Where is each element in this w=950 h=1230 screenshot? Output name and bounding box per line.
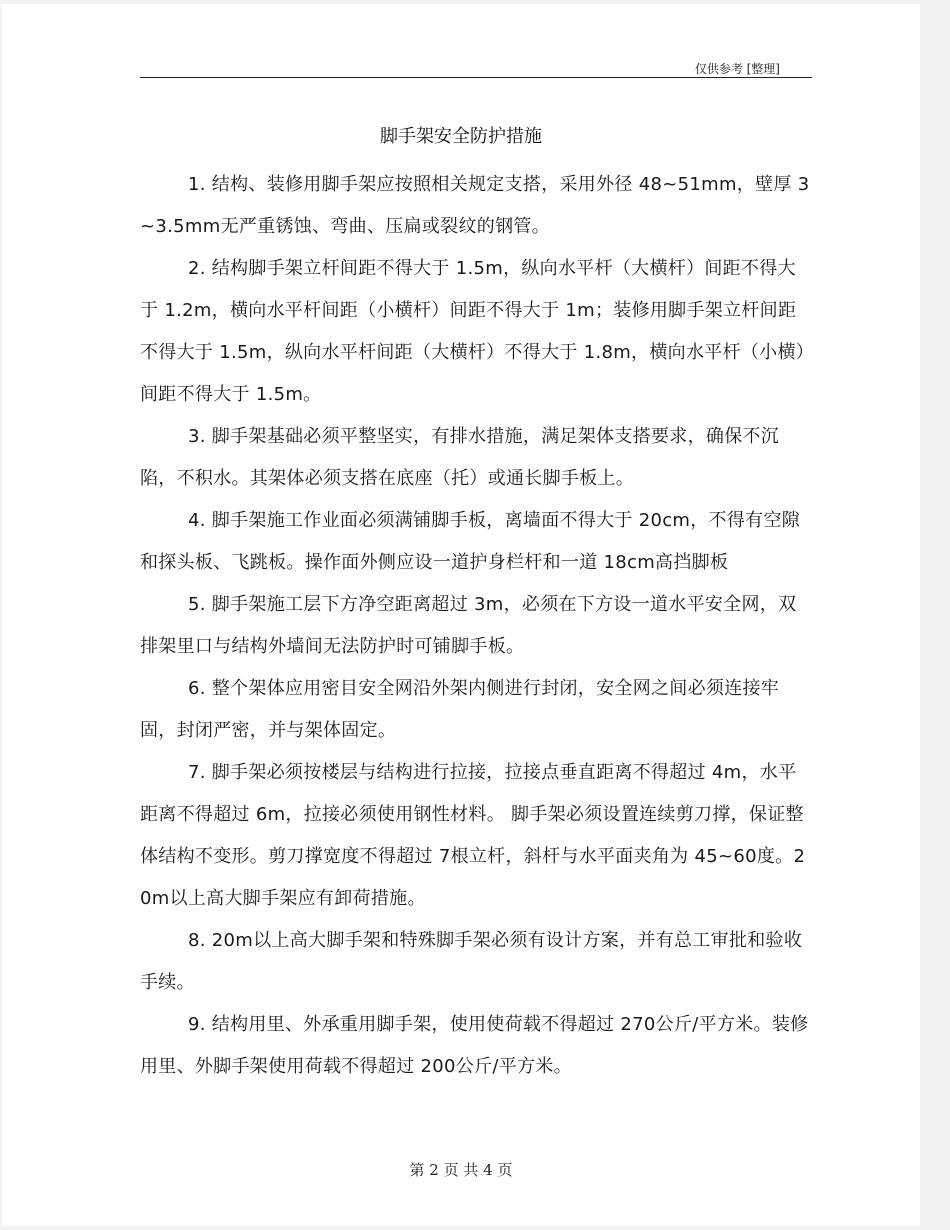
paragraph-8: 8. 20m以上高大脚手架和特殊脚手架必须有设计方案，并有总工审批和验收手续。 <box>140 930 803 993</box>
document-body <box>140 164 812 1088</box>
paragraph-6: 6. 整个架体应用密目安全网沿外架内侧进行封闭，安全网之间必须连接牢固，封闭严密，并与架体固定。 <box>140 678 780 741</box>
paragraph-9: 9. 结构用里、外承重用脚手架，使用使荷载不得超过 270公斤/平方米。装修用里、外脚手架使用荷载不得超过 200公斤/平方米。 <box>140 1014 809 1077</box>
document-title: 脚手架安全防护措施 <box>380 126 542 147</box>
header-divider <box>140 77 812 78</box>
paragraph-1: 1. 结构、装修用脚手架应按照相关规定支搭，采用外径 48~51mm，壁厚 3~3.5mm无严重锈蚀、弯曲、压扁或裂纹的钢管。 <box>140 174 810 237</box>
page-number: 第 2 页 共 4 页 <box>409 1161 513 1179</box>
paragraph-7: 7. 脚手架必须按楼层与结构进行拉接，拉接点垂直距离不得超过 4m，水平距离不得超过 6m，拉接必须使用钢性材料。 脚手架必须设置连续剪刀撑，保证整体结构不变形。剪刀撑宽度不得超过 7根立杆，斜杆与水平面夹角为 45~60度。20m以上高大脚手架应有卸荷措施。 <box>140 762 806 909</box>
document-page <box>2 4 920 1226</box>
paragraph-5: 5. 脚手架施工层下方净空距离超过 3m，必须在下方设一道水平安全网，双排架里口与结构外墙间无法防护时可铺脚手板。 <box>140 594 797 657</box>
paragraph-2: 2. 结构脚手架立杆间距不得大于 1.5m，纵向水平杆（大横杆）间距不得大于 1.2m，横向水平杆间距（小横杆）间距不得大于 1m；装修用脚手架立杆间距不得大于 1.5m，纵向水平杆间距（大横杆）不得大于 1.8m，横向水平杆（小横）间距不得大于 1.5m。 <box>140 258 806 405</box>
header-note: 仅供参考 [整理] <box>694 62 780 76</box>
paragraph-4: 4. 脚手架施工作业面必须满铺脚手板，离墙面不得大于 20cm，不得有空隙和探头板、飞跳板。操作面外侧应设一道护身栏杆和一道 18cm高挡脚板 <box>140 510 801 573</box>
paragraph-3: 3. 脚手架基础必须平整坚实，有排水措施，满足架体支搭要求，确保不沉陷，不积水。其架体必须支搭在底座（托）或通长脚手板上。 <box>140 426 780 489</box>
